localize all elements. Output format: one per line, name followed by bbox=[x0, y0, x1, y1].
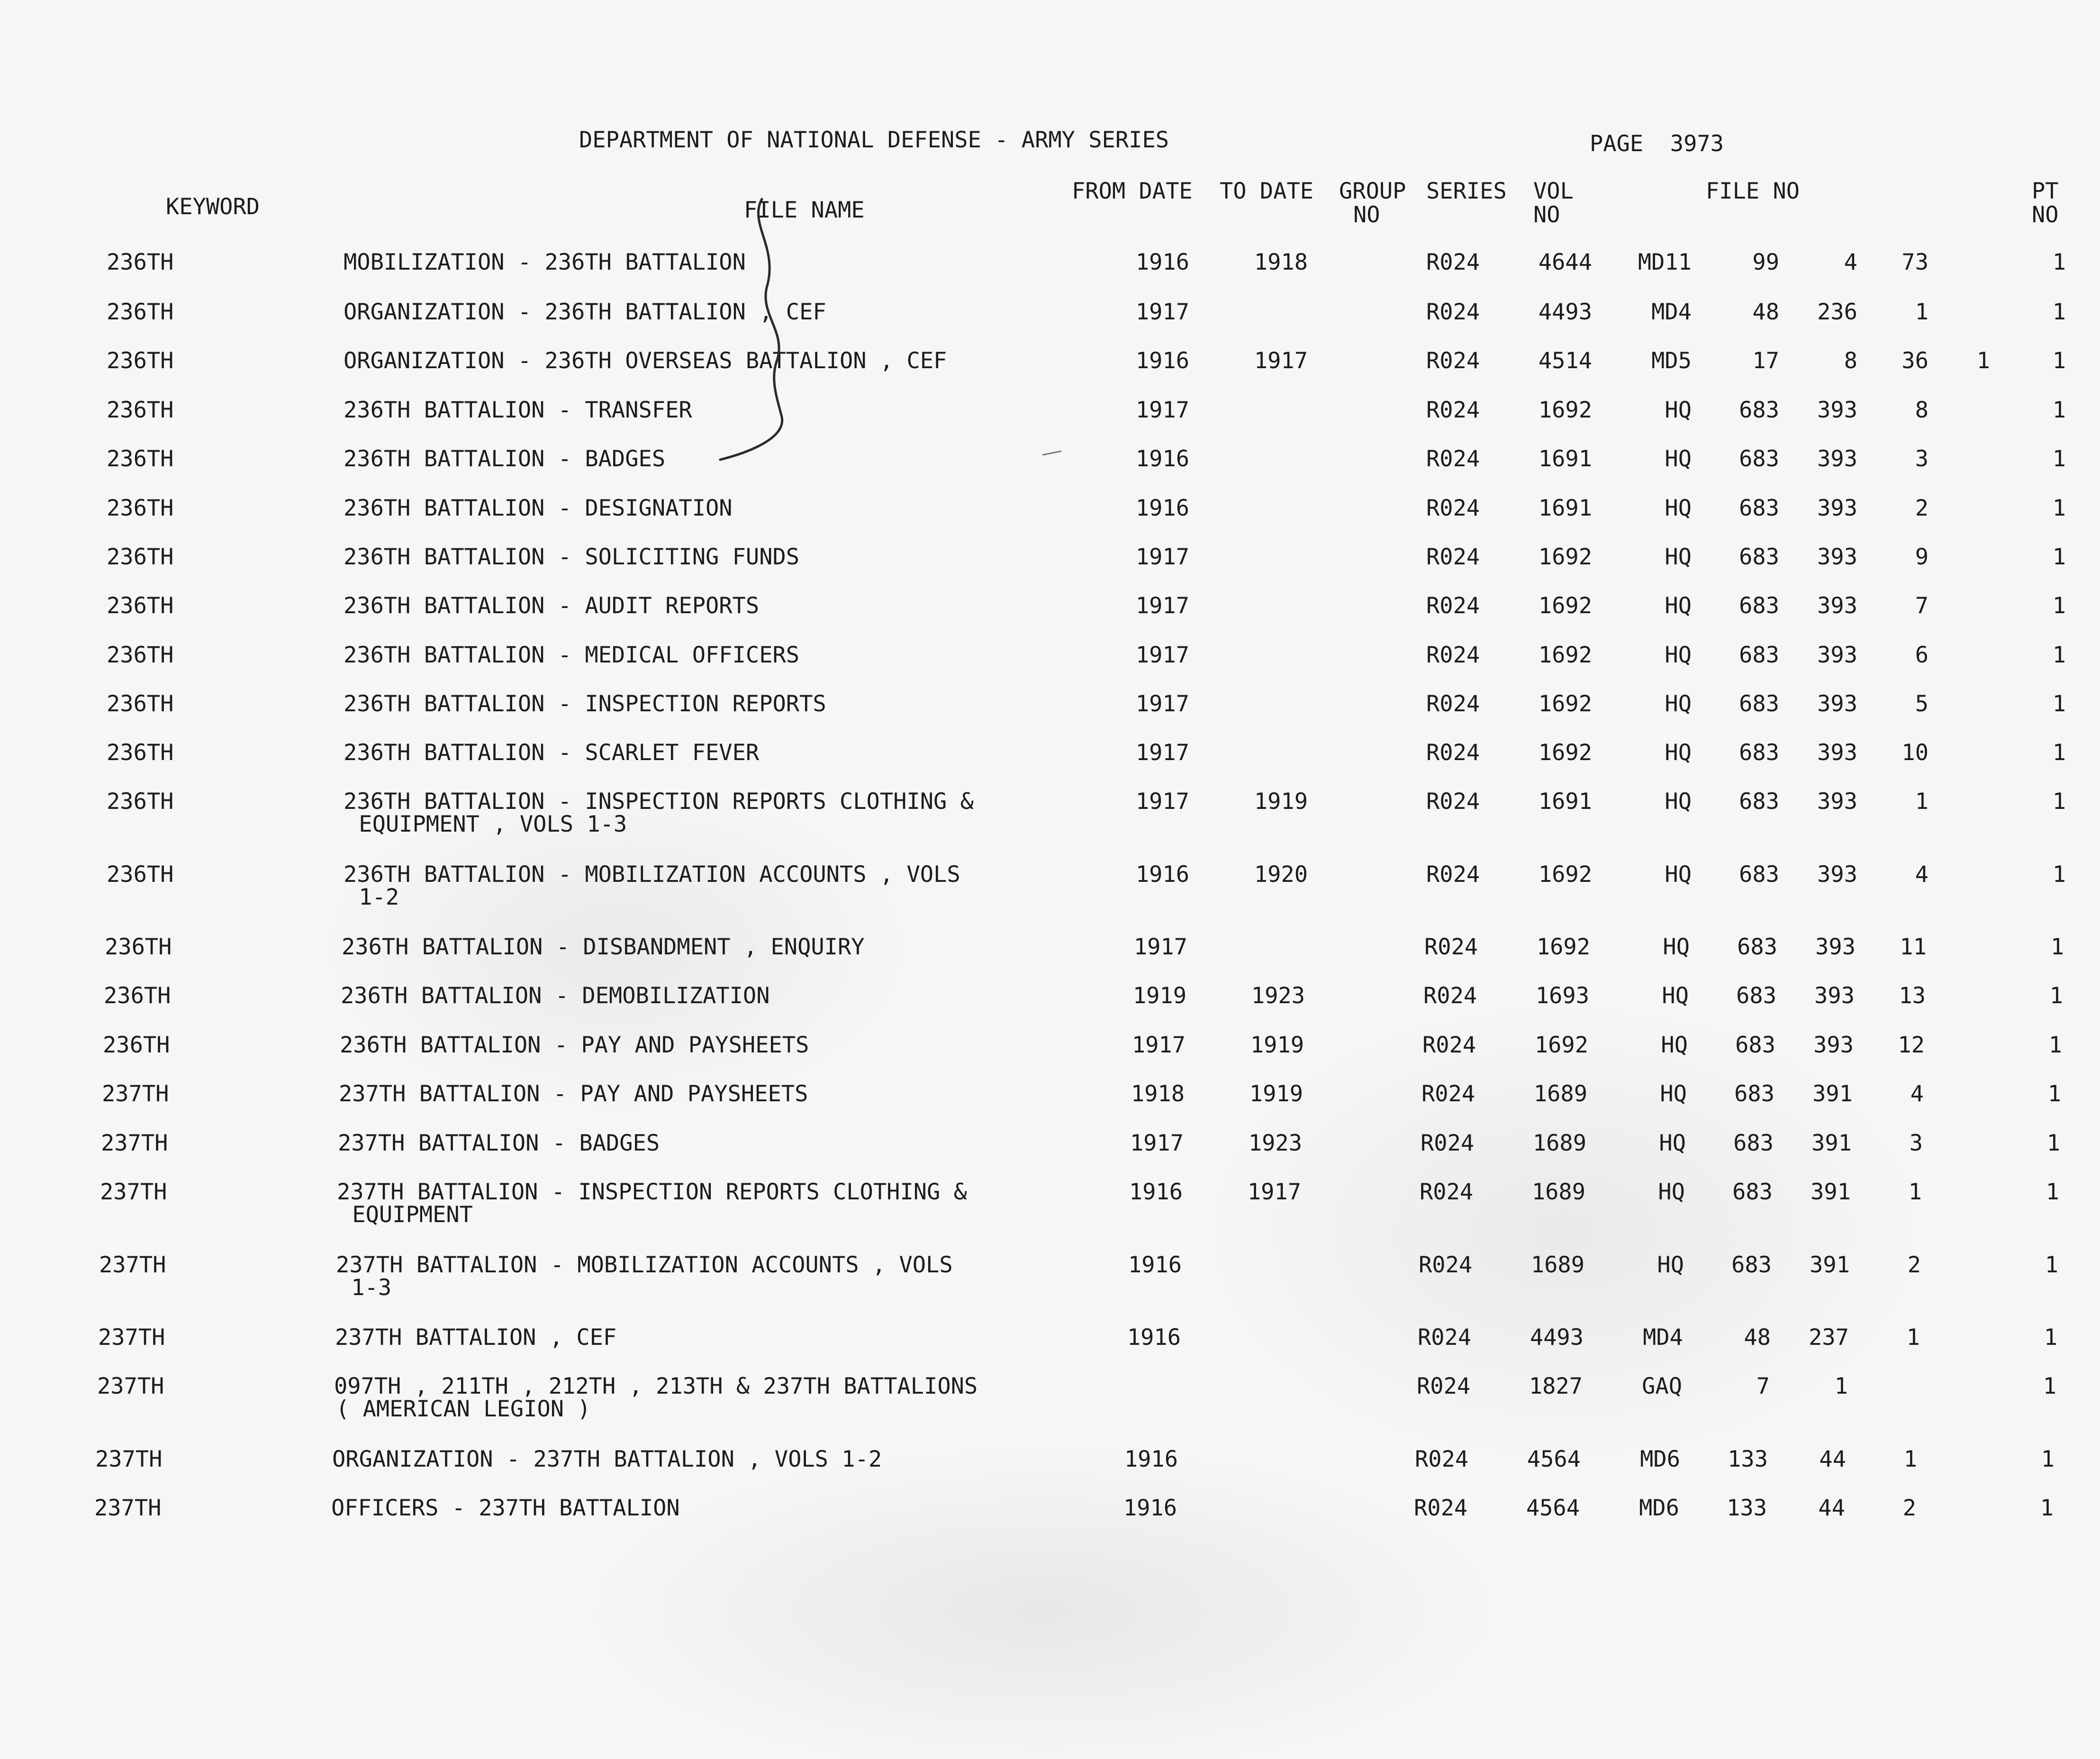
cell-file-no-3: 237 bbox=[1809, 1324, 1849, 1351]
col-header-group: GROUP bbox=[1339, 178, 1406, 204]
cell-file-no-rom: 1917 bbox=[1130, 1130, 1184, 1156]
cell-vol: 4564 bbox=[1527, 1446, 1581, 1472]
cell-file-no-2: 683 bbox=[1739, 691, 1779, 717]
cell-series: R024 bbox=[1426, 544, 1480, 570]
cell-file-no-rom: 1917 bbox=[1135, 593, 1189, 619]
cell-file-no-1: HQ bbox=[1658, 1179, 1685, 1205]
cell-file-no-2: 683 bbox=[1734, 1081, 1774, 1107]
cell-file-name-continued: 1-3 bbox=[338, 1275, 392, 1301]
cell-file-no-3: 393 bbox=[1817, 740, 1857, 766]
cell-file-no-3: 8 bbox=[1844, 348, 1857, 374]
cell-file-no-3: 236 bbox=[1817, 299, 1857, 325]
cell-file-name: 236TH BATTALION - MEDICAL OFFICERS bbox=[344, 642, 800, 668]
cell-keyword: 237TH bbox=[101, 1130, 168, 1156]
cell-to: 1919 bbox=[1254, 789, 1308, 815]
cell-keyword: 236TH bbox=[107, 642, 174, 668]
cell-vol: 1692 bbox=[1536, 934, 1590, 960]
cell-file-no-1: HQ bbox=[1665, 495, 1692, 521]
cell-file-no-5: 1 bbox=[1976, 348, 1990, 374]
cell-pt: 1 bbox=[2040, 1495, 2054, 1521]
cell-series: R024 bbox=[1426, 740, 1480, 766]
cell-to: 1919 bbox=[1250, 1032, 1304, 1058]
cell-pt: 1 bbox=[2052, 446, 2066, 472]
cell-series: R024 bbox=[1418, 1324, 1472, 1351]
cell-pt: 1 bbox=[2052, 348, 2066, 374]
cell-file-no-rom: 1917 bbox=[1135, 544, 1189, 570]
col-header-pt: PT bbox=[2032, 178, 2059, 204]
cell-series: R024 bbox=[1422, 1032, 1476, 1058]
cell-to: 1919 bbox=[1249, 1081, 1303, 1107]
cell-series: R024 bbox=[1417, 1373, 1471, 1399]
cell-file-no-rom: 1916 bbox=[1135, 861, 1189, 888]
cell-keyword: 237TH bbox=[98, 1324, 165, 1351]
cell-file-no-1: HQ bbox=[1665, 691, 1692, 717]
cell-series: R024 bbox=[1421, 1081, 1475, 1107]
cell-keyword: 237TH bbox=[99, 1252, 166, 1278]
cell-file-no-1: MD5 bbox=[1651, 348, 1692, 374]
cell-file-no-3: 393 bbox=[1817, 593, 1857, 619]
cell-pt: 1 bbox=[2043, 1373, 2056, 1399]
cell-keyword: 236TH bbox=[107, 495, 174, 521]
cell-file-no-4: 4 bbox=[1910, 1081, 1924, 1107]
col-header-keyword: KEYWORD bbox=[166, 194, 260, 220]
cell-file-no-2: 683 bbox=[1733, 1130, 1774, 1156]
cell-file-no-rom: 1916 bbox=[1128, 1252, 1182, 1278]
col-header-file-no: FILE NO bbox=[1706, 178, 1800, 204]
cell-vol: 1693 bbox=[1535, 983, 1589, 1009]
cell-pt: 1 bbox=[2047, 1081, 2061, 1107]
cell-vol: 1692 bbox=[1538, 397, 1592, 423]
cell-file-name: 236TH BATTALION - INSPECTION REPORTS bbox=[344, 691, 826, 717]
cell-vol: 1689 bbox=[1531, 1179, 1585, 1205]
cell-file-no-2: 683 bbox=[1739, 397, 1779, 423]
cell-keyword: 236TH bbox=[104, 983, 171, 1009]
cell-file-no-2: 683 bbox=[1731, 1252, 1772, 1278]
cell-file-name: 237TH BATTALION - INSPECTION REPORTS CLOTHING & bbox=[337, 1179, 967, 1205]
cell-file-no-rom: 1916 bbox=[1123, 1495, 1177, 1521]
cell-series: R024 bbox=[1420, 1179, 1474, 1205]
cell-file-no-rom: 1917 bbox=[1135, 740, 1189, 766]
cell-pt: 1 bbox=[2052, 740, 2066, 766]
cell-file-name: OFFICERS - 237TH BATTALION bbox=[331, 1495, 680, 1521]
cell-series: R024 bbox=[1426, 861, 1480, 888]
cell-to: 1923 bbox=[1248, 1130, 1302, 1156]
cell-pt: 1 bbox=[2050, 934, 2064, 960]
cell-file-no-4: 73 bbox=[1901, 249, 1928, 275]
cell-file-no-rom: 1917 bbox=[1135, 397, 1189, 423]
cell-file-no-4: 7 bbox=[1915, 593, 1928, 619]
cell-keyword: 237TH bbox=[100, 1179, 167, 1205]
cell-vol: 4493 bbox=[1530, 1324, 1584, 1351]
document-title: DEPARTMENT OF NATIONAL DEFENSE - ARMY SERIES bbox=[579, 127, 1169, 153]
cell-keyword: 236TH bbox=[107, 446, 174, 472]
cell-file-name: 237TH BATTALION , CEF bbox=[335, 1324, 617, 1351]
cell-file-name: 236TH BATTALION - AUDIT REPORTS bbox=[344, 593, 760, 619]
cell-file-no-4: 3 bbox=[1909, 1130, 1923, 1156]
cell-file-no-3: 393 bbox=[1817, 446, 1857, 472]
cell-vol: 1689 bbox=[1532, 1130, 1586, 1156]
cell-file-name: 236TH BATTALION - BADGES bbox=[344, 446, 666, 472]
cell-file-name: 236TH BATTALION - SCARLET FEVER bbox=[344, 740, 760, 766]
cell-file-no-rom: 1916 bbox=[1129, 1179, 1183, 1205]
cell-file-name: 237TH BATTALION - BADGES bbox=[338, 1130, 660, 1156]
cell-pt: 1 bbox=[2044, 1324, 2057, 1351]
cell-file-no-3: 44 bbox=[1818, 1495, 1845, 1521]
cell-vol: 1691 bbox=[1538, 446, 1592, 472]
col-header-from-date: FROM DATE bbox=[1072, 178, 1193, 204]
cell-file-no-3: 393 bbox=[1813, 1032, 1854, 1058]
cell-file-no-4: 36 bbox=[1901, 348, 1928, 374]
cell-file-no-1: MD4 bbox=[1643, 1324, 1683, 1351]
cell-file-no-4: 10 bbox=[1901, 740, 1928, 766]
cell-file-name: 236TH BATTALION - INSPECTION REPORTS CLOTHING & bbox=[344, 789, 974, 815]
cell-file-no-2: 17 bbox=[1752, 348, 1779, 374]
cell-file-no-3: 1 bbox=[1834, 1373, 1848, 1399]
cell-file-no-rom: 1917 bbox=[1135, 299, 1189, 325]
cell-file-no-2: 683 bbox=[1739, 789, 1779, 815]
cell-file-no-2: 683 bbox=[1739, 642, 1779, 668]
cell-file-no-1: HQ bbox=[1662, 983, 1689, 1009]
cell-series: R024 bbox=[1426, 495, 1480, 521]
cell-file-no-2: 683 bbox=[1739, 740, 1779, 766]
cell-file-name: MOBILIZATION - 236TH BATTALION bbox=[344, 249, 746, 275]
cell-series: R024 bbox=[1426, 446, 1480, 472]
cell-file-no-3: 391 bbox=[1812, 1081, 1853, 1107]
cell-file-no-1: MD11 bbox=[1638, 249, 1692, 275]
cell-file-no-rom: 1916 bbox=[1135, 495, 1189, 521]
cell-file-no-2: 683 bbox=[1739, 593, 1779, 619]
cell-file-name: ORGANIZATION - 236TH OVERSEAS BATTALION , CEF bbox=[344, 348, 947, 374]
cell-file-no-4: 1 bbox=[1915, 789, 1928, 815]
cell-keyword: 236TH bbox=[105, 934, 172, 960]
cell-vol: 1689 bbox=[1533, 1081, 1587, 1107]
cell-file-no-1: HQ bbox=[1665, 446, 1692, 472]
cell-vol: 4644 bbox=[1538, 249, 1592, 275]
cell-file-no-3: 391 bbox=[1810, 1179, 1851, 1205]
cell-vol: 1689 bbox=[1530, 1252, 1584, 1278]
cell-pt: 1 bbox=[2052, 249, 2066, 275]
cell-file-no-rom: 1918 bbox=[1131, 1081, 1185, 1107]
cell-file-no-3: 393 bbox=[1817, 789, 1857, 815]
cell-pt: 1 bbox=[2046, 1130, 2060, 1156]
cell-file-no-3: 393 bbox=[1817, 397, 1857, 423]
cell-vol: 1692 bbox=[1538, 740, 1592, 766]
cell-series: R024 bbox=[1415, 1446, 1469, 1472]
cell-file-name: 097TH , 211TH , 212TH , 213TH & 237TH BATTALIONS bbox=[334, 1373, 978, 1399]
cell-file-no-2: 683 bbox=[1739, 495, 1779, 521]
cell-file-no-1: HQ bbox=[1665, 593, 1692, 619]
cell-file-no-rom: 1917 bbox=[1135, 642, 1189, 668]
col-header-group-no: NO bbox=[1353, 202, 1380, 228]
cell-pt: 1 bbox=[2052, 642, 2066, 668]
cell-keyword: 236TH bbox=[107, 593, 174, 619]
cell-pt: 1 bbox=[2046, 1179, 2059, 1205]
cell-pt: 1 bbox=[2041, 1446, 2055, 1472]
cell-keyword: 237TH bbox=[102, 1081, 169, 1107]
cell-file-no-3: 393 bbox=[1817, 495, 1857, 521]
cell-file-name: 236TH BATTALION - SOLICITING FUNDS bbox=[344, 544, 800, 570]
cell-file-no-1: MD6 bbox=[1639, 1495, 1679, 1521]
cell-pt: 1 bbox=[2052, 299, 2066, 325]
cell-keyword: 237TH bbox=[94, 1495, 162, 1521]
cell-file-no-4: 12 bbox=[1898, 1032, 1925, 1058]
cell-file-no-1: MD6 bbox=[1640, 1446, 1680, 1472]
cell-file-no-rom: 1916 bbox=[1135, 348, 1189, 374]
cell-pt: 1 bbox=[2052, 861, 2066, 888]
cell-file-no-4: 3 bbox=[1915, 446, 1928, 472]
cell-keyword: 236TH bbox=[107, 544, 174, 570]
cell-series: R024 bbox=[1426, 789, 1480, 815]
cell-file-no-2: 7 bbox=[1756, 1373, 1770, 1399]
cell-series: R024 bbox=[1426, 642, 1480, 668]
cell-to: 1917 bbox=[1247, 1179, 1301, 1205]
cell-file-no-4: 2 bbox=[1915, 495, 1928, 521]
cell-to: 1917 bbox=[1254, 348, 1308, 374]
cell-series: R024 bbox=[1426, 348, 1480, 374]
cell-file-no-4: 1 bbox=[1903, 1446, 1917, 1472]
cell-series: R024 bbox=[1426, 299, 1480, 325]
cell-file-no-4: 2 bbox=[1907, 1252, 1921, 1278]
cell-file-no-2: 133 bbox=[1727, 1495, 1767, 1521]
cell-series: R024 bbox=[1426, 249, 1480, 275]
cell-file-no-1: HQ bbox=[1665, 642, 1692, 668]
cell-pt: 1 bbox=[2048, 1032, 2062, 1058]
cell-file-name-continued: EQUIPMENT bbox=[339, 1202, 473, 1228]
cell-file-name: 236TH BATTALION - DISBANDMENT , ENQUIRY bbox=[342, 934, 865, 960]
cell-file-no-3: 393 bbox=[1817, 642, 1857, 668]
cell-file-no-4: 9 bbox=[1915, 544, 1928, 570]
cell-file-no-rom: 1917 bbox=[1135, 691, 1189, 717]
cell-vol: 1692 bbox=[1538, 691, 1592, 717]
cell-file-no-1: HQ bbox=[1665, 544, 1692, 570]
cell-vol: 1827 bbox=[1529, 1373, 1583, 1399]
cell-file-name: ORGANIZATION - 237TH BATTALION , VOLS 1-2 bbox=[332, 1446, 882, 1472]
cell-file-no-3: 393 bbox=[1817, 544, 1857, 570]
cell-file-no-1: HQ bbox=[1665, 789, 1692, 815]
cell-file-no-2: 683 bbox=[1739, 544, 1779, 570]
cell-vol: 1692 bbox=[1538, 861, 1592, 888]
cell-vol: 1692 bbox=[1534, 1032, 1588, 1058]
cell-file-no-4: 8 bbox=[1915, 397, 1928, 423]
cell-file-name: 237TH BATTALION - PAY AND PAYSHEETS bbox=[339, 1081, 808, 1107]
cell-pt: 1 bbox=[2052, 789, 2066, 815]
cell-file-no-2: 48 bbox=[1752, 299, 1779, 325]
cell-keyword: 237TH bbox=[95, 1446, 163, 1472]
cell-file-no-3: 393 bbox=[1815, 934, 1856, 960]
cell-file-no-4: 4 bbox=[1915, 861, 1928, 888]
cell-file-name: 237TH BATTALION - MOBILIZATION ACCOUNTS , VOLS bbox=[336, 1252, 953, 1278]
cell-file-no-2: 683 bbox=[1739, 861, 1779, 888]
cell-file-no-rom: 1917 bbox=[1133, 934, 1187, 960]
cell-file-no-2: 48 bbox=[1744, 1324, 1771, 1351]
cell-file-no-rom: 1917 bbox=[1131, 1032, 1186, 1058]
cell-keyword: 236TH bbox=[103, 1032, 170, 1058]
cell-file-no-3: 393 bbox=[1817, 691, 1857, 717]
col-header-pt-no: NO bbox=[2032, 202, 2059, 228]
cell-keyword: 237TH bbox=[97, 1373, 164, 1399]
cell-to: 1920 bbox=[1254, 861, 1308, 888]
cell-pt: 1 bbox=[2049, 983, 2063, 1009]
cell-keyword: 236TH bbox=[107, 397, 174, 423]
cell-file-no-4: 11 bbox=[1900, 934, 1927, 960]
cell-file-no-1: HQ bbox=[1665, 740, 1692, 766]
cell-series: R024 bbox=[1414, 1495, 1468, 1521]
cell-vol: 4493 bbox=[1538, 299, 1592, 325]
cell-file-no-4: 13 bbox=[1899, 983, 1926, 1009]
cell-pt: 1 bbox=[2052, 593, 2066, 619]
cell-file-no-3: 393 bbox=[1814, 983, 1855, 1009]
cell-series: R024 bbox=[1426, 691, 1480, 717]
cell-series: R024 bbox=[1424, 934, 1478, 960]
cell-series: R024 bbox=[1419, 1252, 1473, 1278]
cell-keyword: 236TH bbox=[107, 740, 174, 766]
cell-file-no-rom: 1916 bbox=[1124, 1446, 1178, 1472]
cell-pt: 1 bbox=[2045, 1252, 2058, 1278]
cell-file-name-continued: ( AMERICAN LEGION ) bbox=[336, 1396, 591, 1422]
cell-file-no-2: 683 bbox=[1735, 1032, 1775, 1058]
cell-file-no-rom: 1916 bbox=[1127, 1324, 1181, 1351]
page-number: 3973 bbox=[1670, 131, 1724, 157]
col-header-file-name: FILE NAME bbox=[744, 197, 865, 223]
cell-to: 1918 bbox=[1254, 249, 1308, 275]
cell-keyword: 236TH bbox=[107, 789, 174, 815]
cell-file-no-2: 683 bbox=[1737, 934, 1777, 960]
cell-file-no-4: 1 bbox=[1906, 1324, 1920, 1351]
cell-file-no-2: 133 bbox=[1728, 1446, 1768, 1472]
cell-file-name: 236TH BATTALION - MOBILIZATION ACCOUNTS , VOLS bbox=[344, 861, 960, 888]
cell-file-no-3: 4 bbox=[1844, 249, 1857, 275]
cell-file-no-4: 5 bbox=[1915, 691, 1928, 717]
cell-file-no-2: 683 bbox=[1732, 1179, 1773, 1205]
cell-vol: 1692 bbox=[1538, 593, 1592, 619]
cell-file-no-rom: 1919 bbox=[1132, 983, 1186, 1009]
cell-file-no-1: HQ bbox=[1665, 861, 1692, 888]
cell-series: R024 bbox=[1423, 983, 1477, 1009]
col-header-vol-no: NO bbox=[1533, 202, 1560, 228]
col-header-series: SERIES bbox=[1426, 178, 1507, 204]
cell-file-no-3: 391 bbox=[1811, 1130, 1852, 1156]
cell-file-no-1: HQ bbox=[1665, 397, 1692, 423]
cell-pt: 1 bbox=[2052, 495, 2066, 521]
cell-file-no-4: 1 bbox=[1915, 299, 1928, 325]
cell-file-name: 236TH BATTALION - DESIGNATION bbox=[344, 495, 733, 521]
cell-pt: 1 bbox=[2052, 544, 2066, 570]
cell-file-no-1: HQ bbox=[1657, 1252, 1684, 1278]
cell-series: R024 bbox=[1421, 1130, 1475, 1156]
cell-file-name-continued: 1-2 bbox=[345, 884, 399, 910]
cell-series: R024 bbox=[1426, 397, 1480, 423]
page-label: PAGE bbox=[1590, 131, 1644, 157]
cell-file-no-3: 391 bbox=[1810, 1252, 1850, 1278]
cell-file-no-2: 683 bbox=[1736, 983, 1776, 1009]
cell-file-no-rom: 1917 bbox=[1135, 789, 1189, 815]
cell-keyword: 236TH bbox=[107, 299, 174, 325]
cell-pt: 1 bbox=[2052, 397, 2066, 423]
page-indicator bbox=[1590, 133, 1724, 155]
cell-file-name: 236TH BATTALION - PAY AND PAYSHEETS bbox=[340, 1032, 809, 1058]
cell-file-no-4: 2 bbox=[1902, 1495, 1916, 1521]
cell-to: 1923 bbox=[1251, 983, 1305, 1009]
cell-file-no-3: 44 bbox=[1819, 1446, 1846, 1472]
cell-file-no-1: HQ bbox=[1663, 934, 1690, 960]
cell-file-name: 236TH BATTALION - DEMOBILIZATION bbox=[341, 983, 770, 1009]
cell-file-no-1: MD4 bbox=[1651, 299, 1692, 325]
cell-file-no-4: 1 bbox=[1908, 1179, 1922, 1205]
cell-file-name: ORGANIZATION - 236TH BATTALION , CEF bbox=[344, 299, 826, 325]
cell-file-no-2: 99 bbox=[1752, 249, 1779, 275]
col-header-to-date: TO DATE bbox=[1220, 178, 1314, 204]
cell-keyword: 236TH bbox=[107, 249, 174, 275]
cell-keyword: 236TH bbox=[107, 691, 174, 717]
cell-file-no-1: HQ bbox=[1661, 1032, 1688, 1058]
cell-file-name-continued: EQUIPMENT , VOLS 1-3 bbox=[345, 811, 627, 837]
cell-file-no-1: GAQ bbox=[1642, 1373, 1682, 1399]
cell-file-no-2: 683 bbox=[1739, 446, 1779, 472]
cell-file-no-4: 6 bbox=[1915, 642, 1928, 668]
cell-keyword: 236TH bbox=[107, 861, 174, 888]
cell-vol: 4564 bbox=[1526, 1495, 1580, 1521]
cell-vol: 1692 bbox=[1538, 642, 1592, 668]
cell-file-name: 236TH BATTALION - TRANSFER bbox=[344, 397, 692, 423]
cell-file-no-3: 393 bbox=[1817, 861, 1857, 888]
cell-vol: 1691 bbox=[1538, 789, 1592, 815]
cell-file-no-rom: 1916 bbox=[1135, 446, 1189, 472]
cell-series: R024 bbox=[1426, 593, 1480, 619]
cell-vol: 4514 bbox=[1538, 348, 1592, 374]
col-header-vol: VOL bbox=[1533, 178, 1574, 204]
cell-file-no-1: HQ bbox=[1659, 1130, 1686, 1156]
cell-vol: 1691 bbox=[1538, 495, 1592, 521]
cell-file-no-rom: 1916 bbox=[1135, 249, 1189, 275]
cell-pt: 1 bbox=[2052, 691, 2066, 717]
cell-vol: 1692 bbox=[1538, 544, 1592, 570]
cell-keyword: 236TH bbox=[107, 348, 174, 374]
cell-file-no-1: HQ bbox=[1660, 1081, 1687, 1107]
